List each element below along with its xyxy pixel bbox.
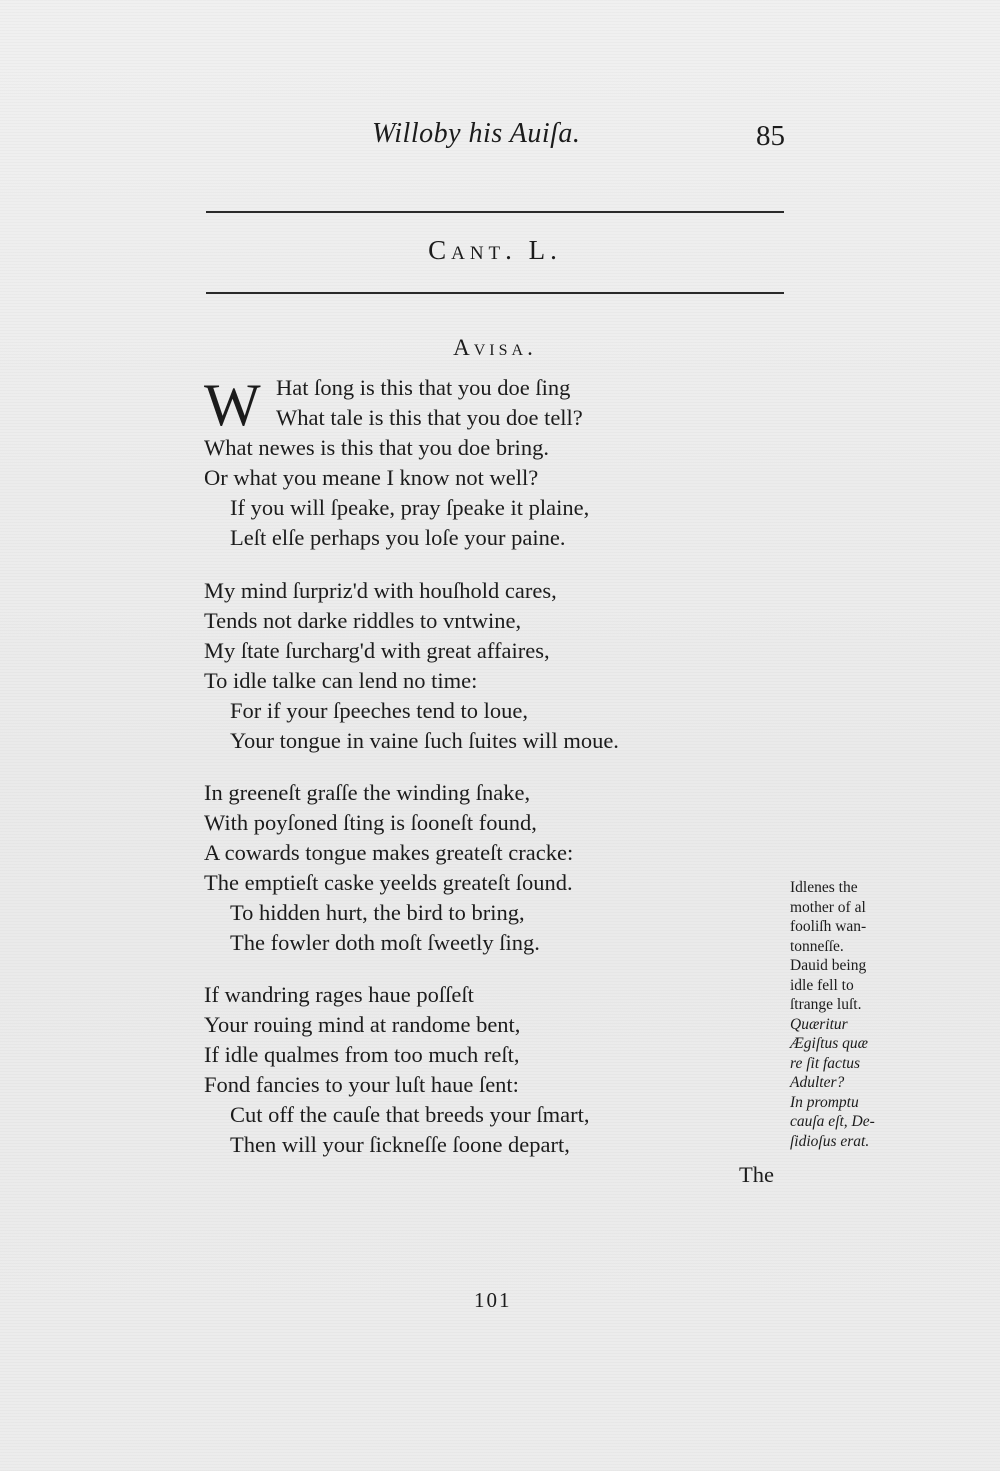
poem-line: To idle talke can lend no time:: [204, 668, 478, 693]
poem-line: Fond fancies to your luſt haue ſent:: [204, 1072, 519, 1097]
sidenote-line: fooliſh wan-: [790, 918, 867, 935]
poem-line: With poyſoned ſting is ſooneſt found,: [204, 810, 537, 835]
catchword: The: [739, 1162, 774, 1187]
stanza-2: [204, 576, 764, 756]
poem-line: Cut off the cauſe that breeds your ſmart,: [230, 1102, 590, 1127]
page-number: 85: [756, 120, 785, 152]
sidenote-line: mother of al: [790, 898, 866, 916]
sidenote-line: Ægiſtus quæ: [790, 1035, 868, 1052]
stanza-3: [204, 778, 764, 958]
sidenote-line: tonneſſe.: [790, 937, 844, 955]
canto-title: Cant. L.: [428, 235, 562, 265]
sidenote-line: Idlenes the: [790, 879, 858, 896]
poem-line: Leſt elſe perhaps you loſe your paine.: [230, 525, 566, 550]
sidenote-line: cauſa eſt, De-: [790, 1113, 875, 1130]
speaker-heading: Avisa.: [453, 335, 537, 360]
poem-line: Then will your ſickneſſe ſoone depart,: [230, 1132, 570, 1157]
sidenote-line: ſtrange luſt.: [790, 996, 862, 1013]
stanza-4: [204, 980, 764, 1160]
poem-line: What newes is this that you doe bring.: [204, 435, 549, 460]
drop-cap: W: [204, 372, 261, 438]
poem-line: For if your ſpeeches tend to loue,: [230, 698, 529, 723]
poem-line: Or what you meane I know not well?: [204, 465, 539, 490]
poem-line: If wandring rages haue poſſeſt: [204, 982, 474, 1007]
poem-line: Your tongue in vaine ſuch ſuites will moue.: [230, 728, 619, 753]
sidenote-line: In promptu: [790, 1093, 859, 1111]
poem-line: The emptieſt caske yeelds greateſt ſound.: [204, 870, 573, 895]
poem-line: If you will ſpeake, pray ſpeake it plaine,: [230, 495, 590, 520]
signature-number: 101: [474, 1288, 512, 1312]
poem-line: To hidden hurt, the bird to bring,: [230, 900, 525, 925]
top-rule: [206, 211, 784, 213]
poem-line: If idle qualmes from too much reſt,: [204, 1042, 520, 1067]
poem-line: Hat ſong is this that you doe ſing: [276, 375, 571, 400]
poem-line: A cowards tongue makes greateſt cracke:: [204, 840, 574, 865]
poem-line: My mind ſurpriz'd with houſhold cares,: [204, 578, 557, 603]
sidenote-line: ſidioſus erat.: [790, 1132, 870, 1150]
poem-line: Tends not darke riddles to vntwine,: [204, 608, 522, 633]
poem-line: What tale is this that you doe tell?: [276, 405, 583, 430]
sidenote-line: Quæritur: [790, 1015, 848, 1033]
running-title: Willoby his Auiſa.: [372, 118, 581, 149]
marginal-note: [790, 878, 910, 1151]
poem-line: In greeneſt graſſe the winding ſnake,: [204, 780, 531, 805]
sidenote-line: idle fell to: [790, 976, 854, 994]
poem-line: My ſtate ſurcharg'd with great affaires,: [204, 638, 550, 663]
sidenote-line: Adulter?: [790, 1074, 845, 1091]
stanza-1: [204, 373, 764, 553]
sidenote-line: re ſit factus: [790, 1054, 861, 1072]
bottom-rule: [206, 292, 784, 294]
poem-line: Your rouing mind at randome bent,: [204, 1012, 521, 1037]
poem-line: The fowler doth moſt ſweetly ſing.: [230, 930, 540, 955]
sidenote-line: Dauid being: [790, 957, 867, 974]
